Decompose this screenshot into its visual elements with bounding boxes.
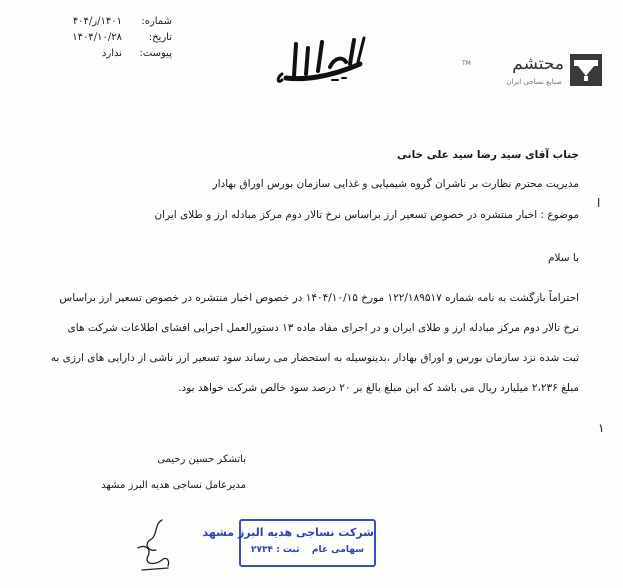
recipient-line: جناب آقای سید رضا سید علی خانی	[397, 149, 579, 161]
attachment-label: پیوست:	[139, 48, 172, 59]
logo-emblem-icon	[570, 54, 602, 86]
meta-number-row	[62, 14, 172, 30]
margin-mark: ا	[597, 196, 601, 210]
logo-trademark: TM	[462, 60, 471, 67]
stamp-company-name: شرکت نساجی هدیه البرز مشهد	[202, 526, 374, 539]
stamp-details	[241, 545, 374, 555]
number-value: ۱۴۰۱/ر/۴۰۴	[72, 16, 122, 27]
company-stamp	[202, 519, 376, 567]
attachment-value: ندارد	[101, 48, 122, 59]
logo-wordmark: محتشم	[512, 54, 564, 74]
number-label: شماره:	[141, 16, 172, 27]
stamp-company-type: سهامی عام	[311, 545, 364, 555]
paragraph-line: ثبت شده نزد سازمان بورس و اوراق بهادار ،بدینوسیله به استحضار می رساند سود تسعیر ارز ناشی از دارایی های ارزی به	[50, 352, 579, 364]
closing-title: مدیرعامل نساجی هدیه البرز مشهد	[101, 480, 246, 491]
closing-block	[66, 451, 246, 503]
date-label: تاریخ:	[148, 32, 172, 43]
handwritten-signature	[132, 514, 176, 574]
margin-mark: ۱	[598, 421, 605, 435]
letter-paragraph	[50, 288, 579, 408]
meta-attachment-row	[62, 46, 172, 62]
paragraph-line: احتراماً بازگشت به نامه شماره ۱۲۲/۱۸۹۵۱۷ مورخ ۱۴۰۴/۱۰/۱۵ در خصوص اخبار منتشره در خصوص تسعیر ارز براساس	[59, 292, 579, 304]
paragraph-line: نرخ تالار دوم مرکز مبادله ارز و طلای ایران و در اجرای مفاد ماده ۱۳ دستورالعمل اجرایی افشای اطلاعات شرکت های	[67, 322, 579, 334]
stamp-registration: ثبت : ۲۷۳۴	[251, 545, 300, 555]
meta-date-row	[62, 30, 172, 46]
department-line: مدیریت محترم نظارت بر ناشران گروه شیمیایی و غذایی سازمان بورس اوراق بهادار	[212, 178, 579, 190]
company-logo	[462, 54, 602, 94]
letter-meta	[62, 14, 172, 62]
paragraph-line: مبلغ ۲،۲۳۶ میلیارد ریال می باشد که این مبلغ بالغ بر ۲۰ درصد سود خالص شرکت خواهد بود.	[178, 382, 579, 394]
closing-thanks: باتشکر حسین رحیمی	[157, 454, 246, 465]
calligraphy-heading	[272, 34, 376, 88]
logo-subtitle: صنایع نساجی ایران	[506, 78, 562, 86]
greeting-line: با سلام	[547, 252, 579, 264]
subject-line: موضوع : اخبار منتشره در خصوص تسعیر ارز براساس نرخ تالار دوم مرکز مبادله ارز و طلای ایران	[154, 209, 579, 221]
date-value: ۱۴۰۴/۱۰/۲۸	[72, 32, 122, 43]
